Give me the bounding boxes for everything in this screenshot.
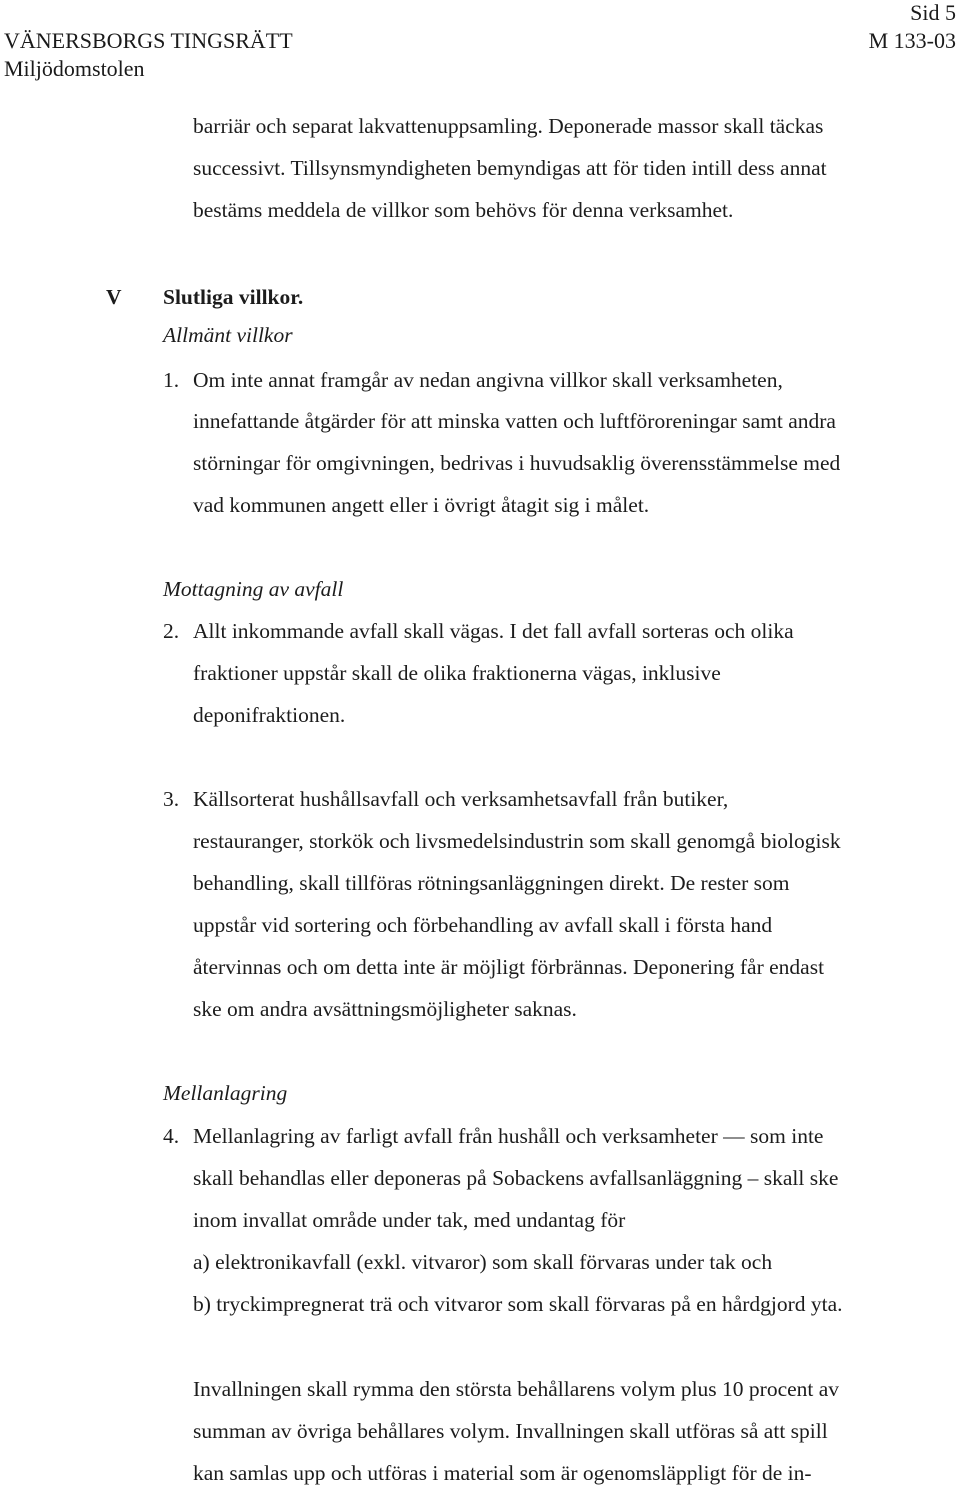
subheading-reception: Mottagning av avfall — [163, 577, 344, 601]
condition-line: a) elektronikavfall (exkl. vitvaror) som skall förvaras under tak och — [193, 1250, 773, 1274]
section-numeral: V — [106, 285, 122, 309]
condition-number: 2. — [163, 619, 180, 643]
condition-line: Källsorterat hushållsavfall och verksamhetsavfall från butiker, — [193, 787, 729, 811]
page-number: Sid 5 — [910, 0, 956, 25]
condition-line: behandling, skall tillföras rötningsanläggningen direkt. De rester som — [193, 871, 790, 895]
condition-line: restauranger, storkök och livsmedelsindustrin som skall genomgå biologisk — [193, 829, 841, 853]
intro-line: barriär och separat lakvattenuppsamling. Deponerade massor skall täckas — [193, 114, 824, 138]
condition-line: b) tryckimpregnerat trä och vitvaror som skall förvaras på en hårdgjord yta. — [193, 1292, 843, 1316]
intro-line: bestäms meddela de villkor som behövs för denna verksamhet. — [193, 198, 734, 222]
subheading-general: Allmänt villkor — [163, 323, 293, 347]
condition-line: vad kommunen angett eller i övrigt åtagit sig i målet. — [193, 493, 650, 517]
condition-line: Allt inkommande avfall skall vägas. I det fall avfall sorteras och olika — [193, 619, 794, 643]
subheading-storage: Mellanlagring — [163, 1081, 288, 1105]
condition-line: summan av övriga behållares volym. Invallningen skall utföras så att spill — [193, 1419, 828, 1443]
condition-line: Invallningen skall rymma den största behållarens volym plus 10 procent av — [193, 1377, 840, 1401]
condition-line: återvinnas och om detta inte är möjligt förbrännas. Deponering får endast — [193, 955, 825, 979]
condition-line: fraktioner uppstår skall de olika fraktionerna vägas, inklusive — [193, 661, 721, 685]
condition-line: deponifraktionen. — [193, 703, 346, 727]
condition-line: innefattande åtgärder för att minska vatten och luftföroreningar samt andra — [193, 409, 836, 433]
section-title: Slutliga villkor. — [163, 285, 304, 309]
condition-number: 3. — [163, 787, 180, 811]
condition-line: kan samlas upp och utföras i material som är ogenomsläppligt för de in- — [193, 1461, 812, 1485]
court-name: VÄNERSBORGS TINGSRÄTT — [4, 28, 293, 53]
intro-line: successivt. Tillsynsmyndigheten bemyndigas att för tiden intill dess annat — [193, 156, 827, 180]
condition-line: inom invallat område under tak, med undantag för — [193, 1208, 626, 1232]
case-number: M 133-03 — [868, 28, 956, 53]
condition-number: 1. — [163, 368, 180, 392]
condition-line: skall behandlas eller deponeras på Sobackens avfallsanläggning – skall ske — [193, 1166, 839, 1190]
condition-number: 4. — [163, 1124, 180, 1148]
condition-line: Om inte annat framgår av nedan angivna villkor skall verksamheten, — [193, 368, 783, 392]
condition-line: Mellanlagring av farligt avfall från hushåll och verksamheter — som inte — [193, 1124, 824, 1148]
condition-line: ske om andra avsättningsmöjligheter saknas. — [193, 997, 577, 1021]
condition-line: störningar för omgivningen, bedrivas i huvudsaklig överensstämmelse med — [193, 451, 841, 475]
condition-line: uppstår vid sortering och förbehandling av avfall skall i första hand — [193, 913, 773, 937]
department-name: Miljödomstolen — [4, 56, 145, 81]
